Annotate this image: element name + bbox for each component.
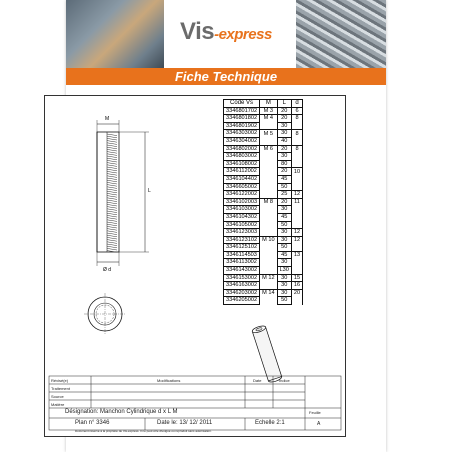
label-l: L	[148, 188, 151, 194]
table-cell-d: 13	[291, 251, 302, 259]
table-cell-m	[260, 267, 277, 275]
table-cell-l: 45	[277, 175, 291, 183]
table-cell-code: 3346143002	[224, 267, 260, 275]
table-cell-code: 3346104402	[224, 175, 260, 183]
table-cell-d	[291, 221, 302, 229]
table-cell-d: 8	[291, 145, 302, 153]
sleeve-end-view	[84, 293, 126, 335]
table-cell-d	[291, 297, 302, 305]
table-row	[224, 244, 303, 252]
table-cell-d	[291, 175, 302, 183]
table-row	[224, 107, 303, 115]
dimension-d	[97, 252, 119, 266]
table-cell-l: 30	[277, 282, 291, 290]
table-cell-m: M 6	[260, 145, 277, 153]
tb-revise-label: Révisé(e)	[51, 378, 69, 383]
table-cell-d: 16	[291, 282, 302, 290]
table-cell-l: 45	[277, 251, 291, 259]
table-row	[224, 137, 303, 145]
table-cell-l: 20	[277, 198, 291, 206]
tb-modifications-label: Modifications	[157, 378, 181, 383]
table-cell-d	[291, 122, 302, 130]
sleeve-side-view	[97, 132, 119, 252]
table-cell-m	[260, 122, 277, 130]
table-cell-l: 30	[277, 259, 291, 267]
sleeve-isometric-view	[252, 325, 283, 384]
table-row	[224, 259, 303, 267]
table-cell-d	[291, 213, 302, 221]
table-cell-l: L30	[277, 267, 291, 275]
table-cell-d	[291, 244, 302, 252]
table-cell-m	[260, 251, 277, 259]
table-cell-m: M 10	[260, 236, 277, 244]
table-cell-l: 80	[277, 160, 291, 168]
table-cell-l: 50	[277, 221, 291, 229]
table-cell-m	[260, 183, 277, 191]
table-row	[224, 153, 303, 161]
table-cell-m: M 4	[260, 115, 277, 123]
table-cell-code: 3346802002	[224, 145, 260, 153]
tb-legal-notice: Document réservé à la propriété de Vis-express. Il ne peut être divulgué ou reproduit sans autorisation.	[75, 429, 212, 433]
table-cell-m	[260, 244, 277, 252]
col-header-m: M	[260, 100, 277, 108]
table-cell-l: 20	[277, 115, 291, 123]
table-cell-code: 3346103002	[224, 206, 260, 214]
table-row	[224, 115, 303, 123]
brand-logo: Vis-express	[180, 18, 272, 45]
table-cell-l: 30	[277, 236, 291, 244]
table-cell-d: 10	[291, 168, 302, 176]
dimensions-table	[223, 99, 303, 305]
table-cell-code: 3346605002	[224, 183, 260, 191]
table-cell-d	[291, 137, 302, 145]
tb-matiere-label: Matière	[51, 402, 65, 407]
table-cell-code: 3346801702	[224, 107, 260, 115]
table-row	[224, 229, 303, 237]
table-cell-m: M 12	[260, 274, 277, 282]
table-row	[224, 274, 303, 282]
table-cell-code: 3346105002	[224, 221, 260, 229]
table-cell-d	[291, 160, 302, 168]
tb-source-label: Source	[51, 394, 64, 399]
tb-indice-label: Indice	[279, 378, 290, 383]
table-cell-d	[291, 206, 302, 214]
table-cell-l: 20	[277, 107, 291, 115]
table-cell-l: 30	[277, 153, 291, 161]
table-cell-m	[260, 160, 277, 168]
table-row	[224, 130, 303, 138]
table-row	[224, 183, 303, 191]
tb-date-label: Date	[253, 378, 262, 383]
table-row	[224, 175, 303, 183]
table-row	[224, 221, 303, 229]
table-cell-m	[260, 297, 277, 305]
table-row	[224, 122, 303, 130]
table-cell-code: 3346801902	[224, 122, 260, 130]
table-cell-d: 6	[291, 107, 302, 115]
header-photo-screws	[296, 0, 386, 68]
table-cell-m: M 5	[260, 130, 277, 138]
table-row	[224, 145, 303, 153]
label-m: M	[105, 116, 110, 122]
technical-drawing-frame	[44, 95, 346, 437]
table-cell-m	[260, 229, 277, 237]
table-row	[224, 267, 303, 275]
table-cell-d: 11	[291, 198, 302, 206]
table-cell-d	[291, 259, 302, 267]
tb-plan-number: Plan n° 3346	[75, 420, 110, 426]
table-cell-code: 3346304002	[224, 137, 260, 145]
table-cell-d: 12	[291, 236, 302, 244]
table-row	[224, 198, 303, 206]
table-row	[224, 251, 303, 259]
table-row	[224, 191, 303, 199]
table-cell-code: 3346203002	[224, 289, 260, 297]
col-header-d: d	[291, 100, 302, 108]
table-cell-code: 3346102003	[224, 198, 260, 206]
table-cell-d: 8	[291, 115, 302, 123]
table-cell-d: 20	[291, 289, 302, 297]
table-cell-l: 25	[277, 191, 291, 199]
table-cell-m	[260, 191, 277, 199]
table-cell-code: 3346205002	[224, 297, 260, 305]
table-row	[224, 282, 303, 290]
table-row	[224, 206, 303, 214]
table-row	[224, 160, 303, 168]
table-cell-code: 3346123102	[224, 236, 260, 244]
table-cell-code: 3346125102	[224, 244, 260, 252]
table-row	[224, 297, 303, 305]
table-cell-l: 30	[277, 289, 291, 297]
table-cell-d: 12	[291, 229, 302, 237]
banner-title: Fiche Technique	[174, 69, 278, 84]
tb-sheet-label: Feuille	[309, 410, 321, 415]
table-cell-m	[260, 137, 277, 145]
table-row	[224, 168, 303, 176]
dimension-l	[119, 132, 149, 252]
table-cell-m	[260, 221, 277, 229]
table-cell-m: M 8	[260, 198, 277, 206]
table-cell-l: 30	[277, 206, 291, 214]
table-row	[224, 213, 303, 221]
table-row	[224, 289, 303, 297]
title-banner	[66, 68, 386, 85]
table-cell-d	[291, 183, 302, 191]
table-cell-l: 30	[277, 130, 291, 138]
table-cell-d: 15	[291, 274, 302, 282]
table-cell-code: 3346163002	[224, 282, 260, 290]
table-cell-code: 3346123003	[224, 229, 260, 237]
table-row	[224, 236, 303, 244]
table-header-row	[224, 100, 303, 108]
table-cell-code: 3346122002	[224, 191, 260, 199]
table-cell-code: 3346153002	[224, 274, 260, 282]
dimensions-table-body	[224, 107, 303, 304]
table-cell-m	[260, 168, 277, 176]
table-cell-code: 3346108002	[224, 160, 260, 168]
table-cell-l: 30	[277, 122, 291, 130]
table-cell-code: 3346303002	[224, 130, 260, 138]
table-cell-m: M 14	[260, 289, 277, 297]
tb-date-value: Date le: 13/ 12/ 2011	[157, 420, 213, 426]
table-cell-l: 20	[277, 145, 291, 153]
table-cell-d: 12	[291, 191, 302, 199]
table-cell-code: 3346104302	[224, 213, 260, 221]
col-header-code: Code Vs	[224, 100, 260, 108]
table-cell-m: M 3	[260, 107, 277, 115]
table-cell-l: 20	[277, 168, 291, 176]
table-cell-d: 8	[291, 130, 302, 138]
table-cell-code: 3346113002	[224, 259, 260, 267]
table-cell-code: 3346114503	[224, 251, 260, 259]
table-cell-m	[260, 282, 277, 290]
table-cell-l: 30	[277, 274, 291, 282]
logo-area	[164, 0, 296, 68]
table-cell-l: 45	[277, 213, 291, 221]
tb-sheet-number: A	[317, 421, 321, 427]
table-cell-code: 3346112002	[224, 168, 260, 176]
table-cell-m	[260, 175, 277, 183]
table-cell-m	[260, 206, 277, 214]
table-cell-l: 50	[277, 297, 291, 305]
label-d: Ø d	[103, 267, 112, 273]
table-cell-m	[260, 213, 277, 221]
tb-designation: Désignation: Manchon Cylindrique d x L M	[65, 409, 178, 415]
table-cell-code: 3346801802	[224, 115, 260, 123]
table-cell-m	[260, 259, 277, 267]
col-header-l: L	[277, 100, 291, 108]
table-cell-m	[260, 153, 277, 161]
table-cell-l: 30	[277, 229, 291, 237]
table-cell-l: 50	[277, 244, 291, 252]
tb-scale: Echelle 2:1	[255, 420, 285, 426]
table-cell-d	[291, 267, 302, 275]
table-cell-l: 50	[277, 183, 291, 191]
tb-traitement-label: Traitement	[51, 386, 70, 391]
table-cell-l: 40	[277, 137, 291, 145]
header-photo-workshop	[66, 0, 164, 68]
table-cell-d	[291, 153, 302, 161]
table-cell-code: 3346803002	[224, 153, 260, 161]
